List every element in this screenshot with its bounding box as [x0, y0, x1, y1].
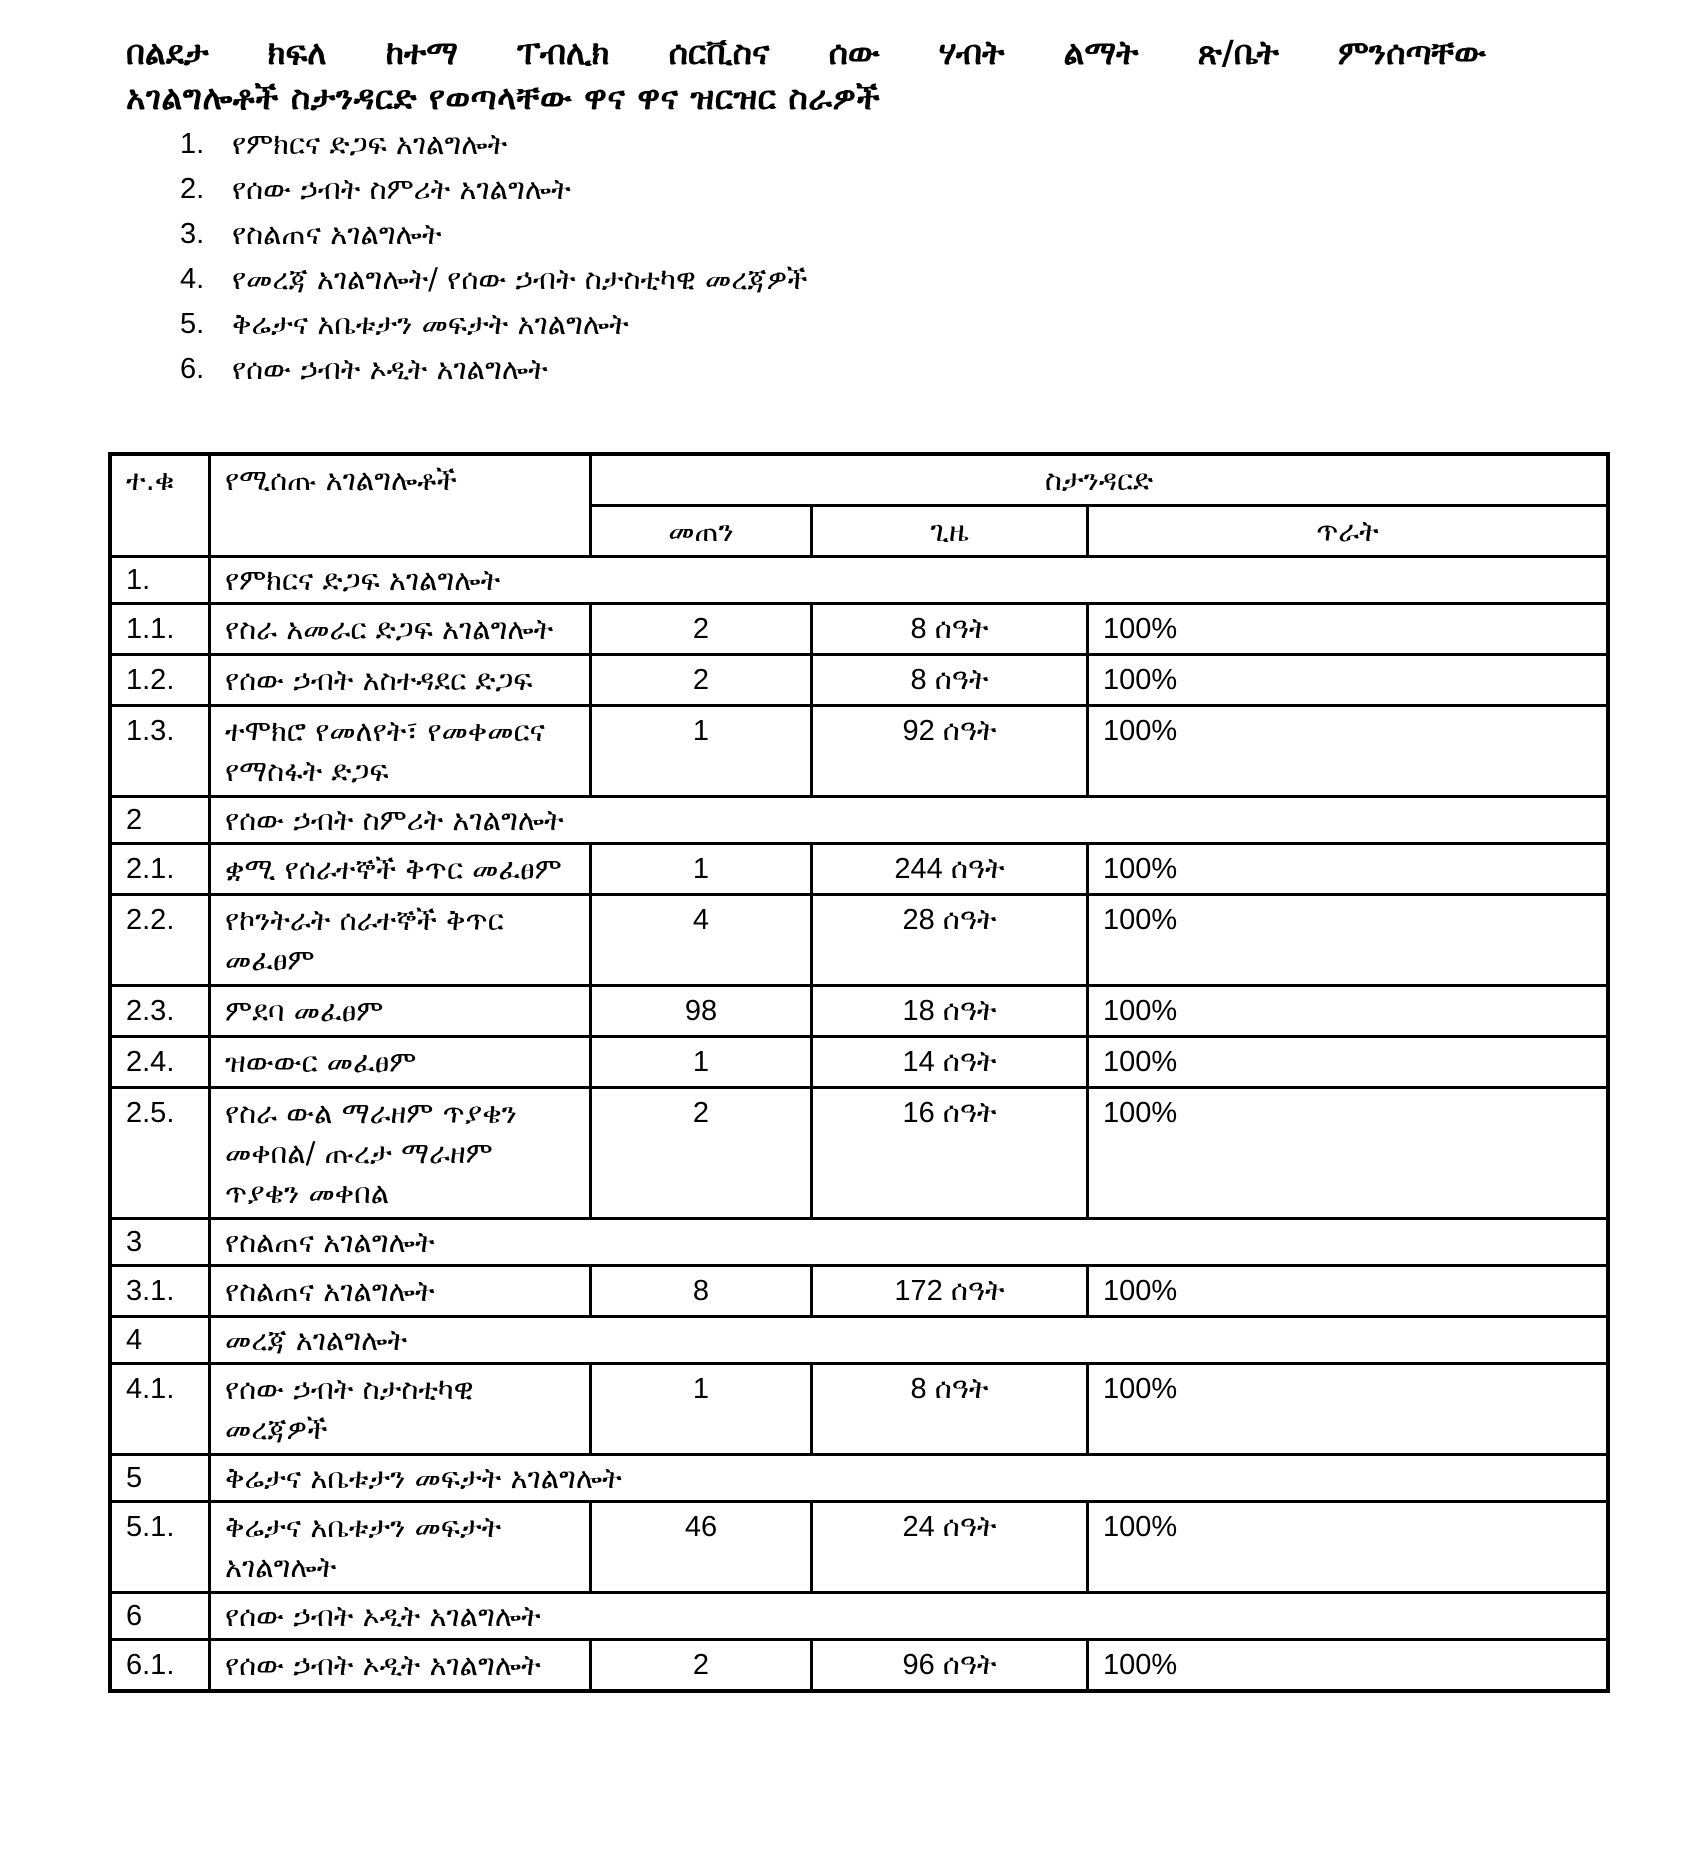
- quantity-cell: 2: [591, 604, 812, 655]
- quantity-cell: 1: [591, 706, 812, 797]
- title-word: ከተማ: [385, 33, 459, 72]
- service-name: የሰው ኃብት ኦዲት አገልግሎት: [210, 1640, 591, 1692]
- row-number: 2.2.: [110, 895, 210, 986]
- header-services: የሚሰጡ አገልግሎቶች: [210, 454, 591, 557]
- time-cell: 18 ሰዓት: [812, 986, 1088, 1037]
- table-section-row: [110, 797, 1608, 844]
- time-cell: 8 ሰዓት: [812, 604, 1088, 655]
- service-name: ተሞክሮ የመለየት፣ የመቀመርና የማስፋት ድጋፍ: [210, 706, 591, 797]
- title-line-1: [126, 30, 1486, 75]
- table-row: [110, 706, 1608, 797]
- services-list: [180, 122, 808, 392]
- row-number: 6.1.: [110, 1640, 210, 1692]
- table-row: [110, 604, 1608, 655]
- list-number: 4.: [180, 263, 205, 295]
- quality-cell: 100%: [1088, 986, 1609, 1037]
- row-number: 3: [110, 1219, 210, 1266]
- table-section-row: [110, 1219, 1608, 1266]
- quantity-cell: 1: [591, 1364, 812, 1455]
- row-number: 5.1.: [110, 1502, 210, 1593]
- services-list-item: [180, 347, 808, 392]
- quantity-cell: 46: [591, 1502, 812, 1593]
- table-row: [110, 1502, 1608, 1593]
- row-number: 2.3.: [110, 986, 210, 1037]
- table-row: [110, 1640, 1608, 1692]
- list-text: የሰው ኃብት ስምሪት አገልግሎት: [232, 172, 571, 206]
- time-cell: 8 ሰዓት: [812, 655, 1088, 706]
- list-number: 2.: [180, 173, 205, 205]
- table-row: [110, 895, 1608, 986]
- service-name: ቋሚ የሰራተኞች ቅጥር መፈፀም: [210, 844, 591, 895]
- table-section-row: [110, 1455, 1608, 1502]
- row-number: 3.1.: [110, 1266, 210, 1317]
- list-text: የመረጃ አገልግሎት/ የሰው ኃብት ስታስቲካዊ መረጃዎች: [232, 262, 808, 296]
- services-list-item: [180, 302, 808, 347]
- row-number: 6: [110, 1593, 210, 1640]
- title-word: ሰው: [828, 33, 880, 72]
- list-text: የስልጠና አገልግሎት: [232, 217, 442, 251]
- row-number: 2: [110, 797, 210, 844]
- section-title: የምክርና ድጋፍ አገልግሎት: [210, 557, 1609, 604]
- quality-cell: 100%: [1088, 1037, 1609, 1088]
- quality-cell: 100%: [1088, 604, 1609, 655]
- service-name: የስልጠና አገልግሎት: [210, 1266, 591, 1317]
- quantity-cell: 98: [591, 986, 812, 1037]
- quantity-cell: 2: [591, 655, 812, 706]
- list-text: ቅሬታና አቤቱታን መፍታት አገልግሎት: [232, 307, 629, 341]
- header-no: ተ.ቁ: [110, 454, 210, 557]
- table-row: [110, 844, 1608, 895]
- service-standards-table: [108, 452, 1610, 1693]
- section-title: የሰው ኃብት ስምሪት አገልግሎት: [210, 797, 1609, 844]
- title-word: ጽ/ቤት: [1197, 33, 1279, 72]
- service-name: የኮንትራት ሰራተኞች ቅጥር መፈፀም: [210, 895, 591, 986]
- time-cell: 172 ሰዓት: [812, 1266, 1088, 1317]
- header-quantity: መጠን: [591, 506, 812, 557]
- time-cell: 96 ሰዓት: [812, 1640, 1088, 1692]
- row-number: 5: [110, 1455, 210, 1502]
- services-list-item: [180, 212, 808, 257]
- quantity-cell: 2: [591, 1088, 812, 1219]
- title-word: ሃብት: [938, 33, 1005, 72]
- title-word: ምንሰጣቸው: [1337, 33, 1486, 72]
- section-title: የሰው ኃብት ኦዲት አገልግሎት: [210, 1593, 1609, 1640]
- time-cell: 8 ሰዓት: [812, 1364, 1088, 1455]
- service-name: የሰው ኃብት ስታስቲካዊ መረጃዎች: [210, 1364, 591, 1455]
- list-text: የሰው ኃብት ኦዲት አገልግሎት: [232, 352, 548, 386]
- quality-cell: 100%: [1088, 706, 1609, 797]
- time-cell: 16 ሰዓት: [812, 1088, 1088, 1219]
- time-cell: 24 ሰዓት: [812, 1502, 1088, 1593]
- title-word: ሰርቪስና: [668, 33, 770, 72]
- quantity-cell: 2: [591, 1640, 812, 1692]
- header-time: ጊዜ: [812, 506, 1088, 557]
- list-number: 1.: [180, 128, 205, 160]
- row-number: 2.1.: [110, 844, 210, 895]
- service-name: የስራ አመራር ድጋፍ አገልግሎት: [210, 604, 591, 655]
- row-number: 1.1.: [110, 604, 210, 655]
- table-section-row: [110, 1593, 1608, 1640]
- services-list-item: [180, 167, 808, 212]
- table-row: [110, 655, 1608, 706]
- list-text: የምክርና ድጋፍ አገልግሎት: [232, 127, 508, 161]
- time-cell: 244 ሰዓት: [812, 844, 1088, 895]
- quantity-cell: 1: [591, 1037, 812, 1088]
- quality-cell: 100%: [1088, 1502, 1609, 1593]
- title-word: ፐብሊክ: [517, 33, 610, 72]
- quantity-cell: 4: [591, 895, 812, 986]
- quality-cell: 100%: [1088, 1640, 1609, 1692]
- table-section-row: [110, 1317, 1608, 1364]
- service-name: ምደባ መፈፀም: [210, 986, 591, 1037]
- time-cell: 92 ሰዓት: [812, 706, 1088, 797]
- section-title: ቅሬታና አቤቱታን መፍታት አገልግሎት: [210, 1455, 1609, 1502]
- row-number: 2.4.: [110, 1037, 210, 1088]
- row-number: 2.5.: [110, 1088, 210, 1219]
- time-cell: 28 ሰዓት: [812, 895, 1088, 986]
- service-name: ዝውውር መፈፀም: [210, 1037, 591, 1088]
- quality-cell: 100%: [1088, 1266, 1609, 1317]
- table-row: [110, 1364, 1608, 1455]
- list-number: 3.: [180, 218, 205, 250]
- service-name: የሰው ኃብት አስተዳደር ድጋፍ: [210, 655, 591, 706]
- section-title: መረጃ አገልግሎት: [210, 1317, 1609, 1364]
- header-quality: ጥራት: [1088, 506, 1609, 557]
- list-number: 5.: [180, 308, 205, 340]
- quantity-cell: 1: [591, 844, 812, 895]
- table-row: [110, 1037, 1608, 1088]
- title-word: ልማት: [1063, 33, 1139, 72]
- table-row: [110, 1088, 1608, 1219]
- row-number: 1.3.: [110, 706, 210, 797]
- row-number: 1.: [110, 557, 210, 604]
- services-list-item: [180, 122, 808, 167]
- service-name: የስራ ውል ማራዘም ጥያቄን መቀበል/ ጡረታ ማራዘም ጥያቄን መቀበል: [210, 1088, 591, 1219]
- service-name: ቅሬታና አቤቱታን መፍታት አገልግሎት: [210, 1502, 591, 1593]
- document-title: [126, 30, 1486, 120]
- section-title: የስልጠና አገልግሎት: [210, 1219, 1609, 1266]
- row-number: 4: [110, 1317, 210, 1364]
- quantity-cell: 8: [591, 1266, 812, 1317]
- header-standard: ስታንዳርድ: [591, 454, 1609, 506]
- title-line-2: አገልግሎቶች ስታንዳርድ የወጣላቸው ዋና ዋና ዝርዝር ስራዎች: [126, 78, 881, 117]
- table-section-row: [110, 557, 1608, 604]
- title-word: ክፍለ: [267, 33, 327, 72]
- quality-cell: 100%: [1088, 895, 1609, 986]
- table-row: [110, 1266, 1608, 1317]
- list-number: 6.: [180, 353, 205, 385]
- title-word: በልደታ: [126, 33, 209, 72]
- table-row: [110, 986, 1608, 1037]
- row-number: 4.1.: [110, 1364, 210, 1455]
- quality-cell: 100%: [1088, 844, 1609, 895]
- services-list-item: [180, 257, 808, 302]
- time-cell: 14 ሰዓት: [812, 1037, 1088, 1088]
- quality-cell: 100%: [1088, 655, 1609, 706]
- quality-cell: 100%: [1088, 1364, 1609, 1455]
- table-header-row: [110, 454, 1608, 506]
- row-number: 1.2.: [110, 655, 210, 706]
- quality-cell: 100%: [1088, 1088, 1609, 1219]
- table-body: [110, 557, 1608, 1692]
